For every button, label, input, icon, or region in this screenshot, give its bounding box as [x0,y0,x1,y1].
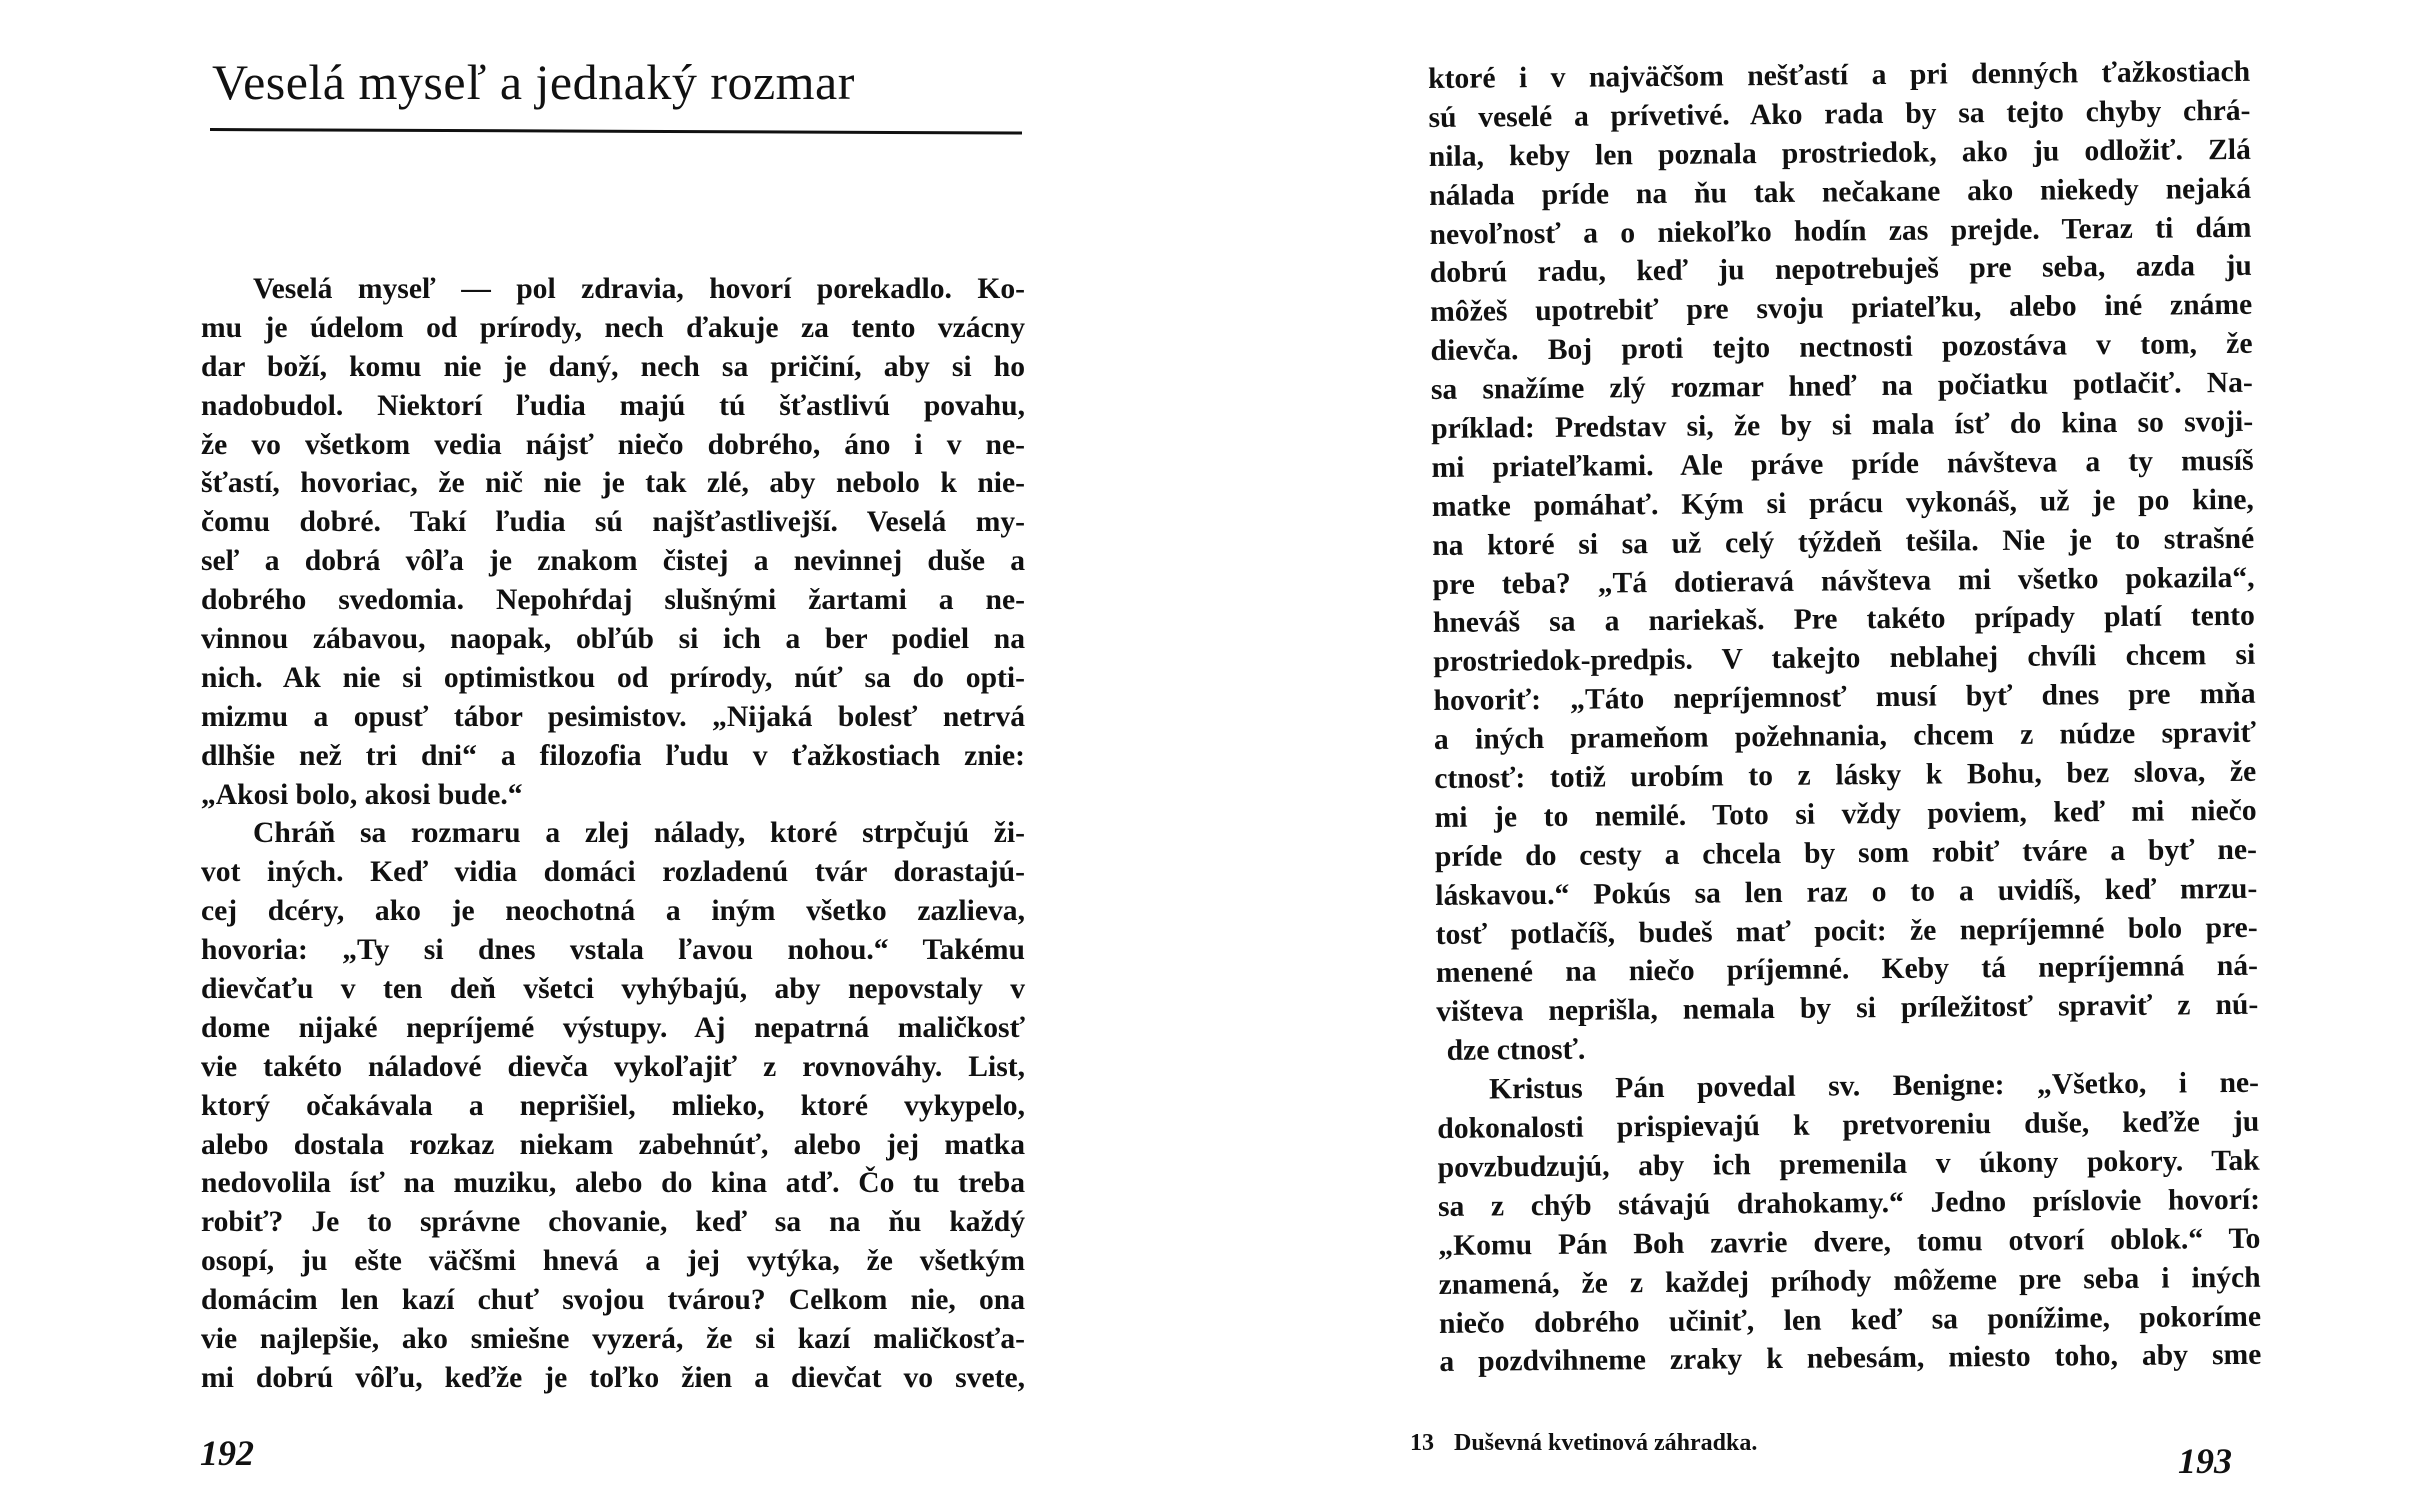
text-line: ktoré i v najväčšom nešťastí a pri denných ťažkostiach [1428,55,2251,95]
text-line: višteva neprišla, nemala by si príležitosť spraviť z nú- [1436,989,2259,1029]
text-line: nedovolila ísť na muziku, alebo do kina atď. Čo tu treba [201,1167,1025,1200]
text-line: a iných prameňom požehnania, chcem z núdze spraviť [1433,716,2257,757]
text-line: že vo všetkom vedia nájsť niečo dobrého, áno i v ne- [201,428,1025,461]
text-line: príde do cesty a chcela by som robiť tváre a byť ne- [1434,833,2258,873]
text-line: vot iných. Keď vidia domáci rozladenú tvár dorastajú- [201,856,1025,889]
text-line: cej dcéry, ako je neochotná a iným všetko zazlieva, [201,895,1025,928]
left-page-text [201,270,1025,1398]
text-line: alebo dostala rozkaz niekam zabehnúť, alebo jej matka [201,1128,1025,1161]
text-line: nevoľnosť a o niekoľko hodín zas prejde. Teraz ti dám [1429,211,2252,251]
text-line: pre teba? „Tá dotieravá návšteva mi všetko pokazila“, [1432,561,2255,601]
text-line: nila, keby len poznala prostriedok, ako ju odložiť. Zlá [1428,133,2251,173]
text-line: mi priateľkami. Ale práve príde návšteva a ty musíš [1431,444,2254,484]
text-line: môžeš upotrebiť pre svoju priateľku, alebo iné známe [1430,289,2253,329]
page-number-left: 192 [200,1433,254,1473]
text-line: povzbudzujú, aby ich premenila v úkony pokory. Tak [1437,1144,2260,1184]
text-line: Veselá myseľ — pol zdravia, hovorí porekadlo. Ko- [253,273,1025,305]
text-line: mi je to nemilé. Toto si vždy poviem, keď mi niečo [1434,794,2257,834]
chapter-title: Veselá myseľ a jednaký rozmar [212,54,855,110]
text-line: hovoria: „Ty si dnes vstala ľavou nohou.“ Takému [201,934,1025,967]
text-line: „Komu Pán Boh zavrie dvere, tomu otvorí oblok.“ To [1438,1222,2261,1262]
text-line: prostriedok-predpis. V takejto neblahej chvíli chcem si [1433,639,2256,679]
footer-note [1410,1430,1757,1457]
text-line: šťastí, hovoriac, že nič nie je tak zlé, aby nebolo k nie- [201,467,1025,500]
text-line: mu je údelom od prírody, nech ďakuje za tento vzácny [201,311,1025,344]
text-line: mi dobrú vôľu, keďže je toľko žien a dievčat vo svete, [201,1361,1025,1394]
text-line: sa z chýb stávajú drahokamy.“ Jedno príslovie hovorí: [1437,1183,2261,1223]
text-line: dobrú radu, keď ju nepotrebuješ pre seba, azda ju [1429,250,2252,290]
text-line: čomu dobré. Takí ľudia sú najšťastlivejší. Veselá my- [201,506,1025,539]
text-line: a pozdvihneme zraky k nebesám, miesto toho, aby sme [1439,1339,2262,1379]
text-line: Chráň sa rozmaru a zlej nálady, ktoré strpčujú ži- [253,817,1025,850]
text-line: na ktoré si sa už celý týždeň tešila. Nie je to strašné [1432,522,2255,562]
text-line: vinnou zábavou, naopak, obľúb si ich a ber podiel na [201,623,1025,656]
text-line: dobrého svedomia. Nepohŕdaj slušnými žartami a ne- [201,584,1025,617]
text-line: znamená, že z každej príhody môžeme pre seba i iných [1438,1261,2261,1301]
text-line: domácim len kazí chuť svojou tvárou? Celkom nie, ona [201,1284,1025,1317]
text-line: mizmu a opusť tábor pesimistov. „Nijaká bolesť netrvá [201,700,1025,733]
text-line: seľ a dobrá vôľa je znakom čistej a nevinnej duše a [201,545,1025,578]
text-line: robiť? Je to správne chovanie, keď sa na ňu každý [201,1206,1025,1239]
text-line: hneváš sa a nariekaš. Pre takéto prípady platí tento [1432,600,2256,640]
text-line: nich. Ak nie si optimistkou od prírody, núť sa do opti- [201,661,1025,694]
text-line: dar boží, komu nie je daný, nech sa pričiní, aby si ho [201,350,1025,383]
text-line: sa snažíme zlý rozmar hneď na počiatku potlačiť. Na- [1430,366,2253,407]
title-underline [210,128,1022,135]
text-line: „Akosi bolo, akosi bude.“ [201,778,523,811]
text-line: dlhšie než tri dni“ a filozofia ľudu v ťažkostiach znie: [201,739,1025,772]
text-line: matke pomáhať. Kým si prácu vykonáš, už je po kine, [1431,483,2255,523]
text-line: ktorý očakávala a neprišiel, mlieko, ktoré vykypelo, [201,1089,1025,1122]
text-line: vie takéto náladové dievča vykoľajiť z rovnováhy. List, [201,1050,1025,1083]
text-line: menené na niečo príjemné. Keby tá nepríjemná ná- [1435,950,2259,990]
text-line: dievčaťu v ten deň všetci vyhýbajú, aby nepovstaly v [201,973,1025,1006]
text-line: dokonalosti prispievajú k pretvoreniu duše, keďže ju [1437,1105,2260,1146]
page-number-right: 193 [2178,1441,2232,1481]
text-line: Kristus Pán povedal sv. Benigne: „Všetko, i ne- [1488,1066,2260,1106]
text-line: niečo dobrého učiniť, len keď sa ponížime, pokoríme [1438,1300,2262,1340]
text-line: vie najlepšie, ako smiešne vyzerá, že si kazí maličkosťa- [201,1323,1025,1356]
text-line: nálada príde na ňu tak nečakane ako niekedy nejaká [1429,172,2252,212]
text-line: ctnosť: totiž urobím to z lásky k Bohu, bez slova, že [1434,755,2257,796]
text-line: sú veselé a prívetivé. Ako rada by sa tejto chyby chrá- [1428,94,2251,134]
text-line: príklad: Predstav si, že by si mala ísť do kina so svoji- [1431,405,2254,446]
text-line: nadobudol. Niektorí ľudia majú tú šťastlivú povahu, [201,389,1025,422]
text-line: dze ctnosť. [1446,1033,1586,1068]
text-line: dome nijaké nepríjemé výstupy. Aj nepatrná maličkosť [201,1011,1025,1044]
right-page-text [1428,53,2262,1382]
text-line: hovoriť: „Táto nepríjemnosť musí byť dnes pre mňa [1433,678,2256,718]
text-line: láskavou.“ Pokús sa len raz o to a uvidíš, keď mrzu- [1435,872,2258,912]
text-line: tosť potlačíš, budeš mať pocit: že nepríjemné bolo pre- [1435,911,2258,951]
right-page [1210,0,2420,1500]
text-line: dievča. Boj proti tejto nectnosti pozostáva v tom, že [1430,328,2253,368]
text-line: osopí, ju ešte väčšmi hnevá a jej vytýka, že všetkým [201,1245,1025,1278]
book-title: Duševná kvetinová záhradka. [1454,1430,1758,1456]
signature-mark: 13 [1410,1430,1434,1456]
